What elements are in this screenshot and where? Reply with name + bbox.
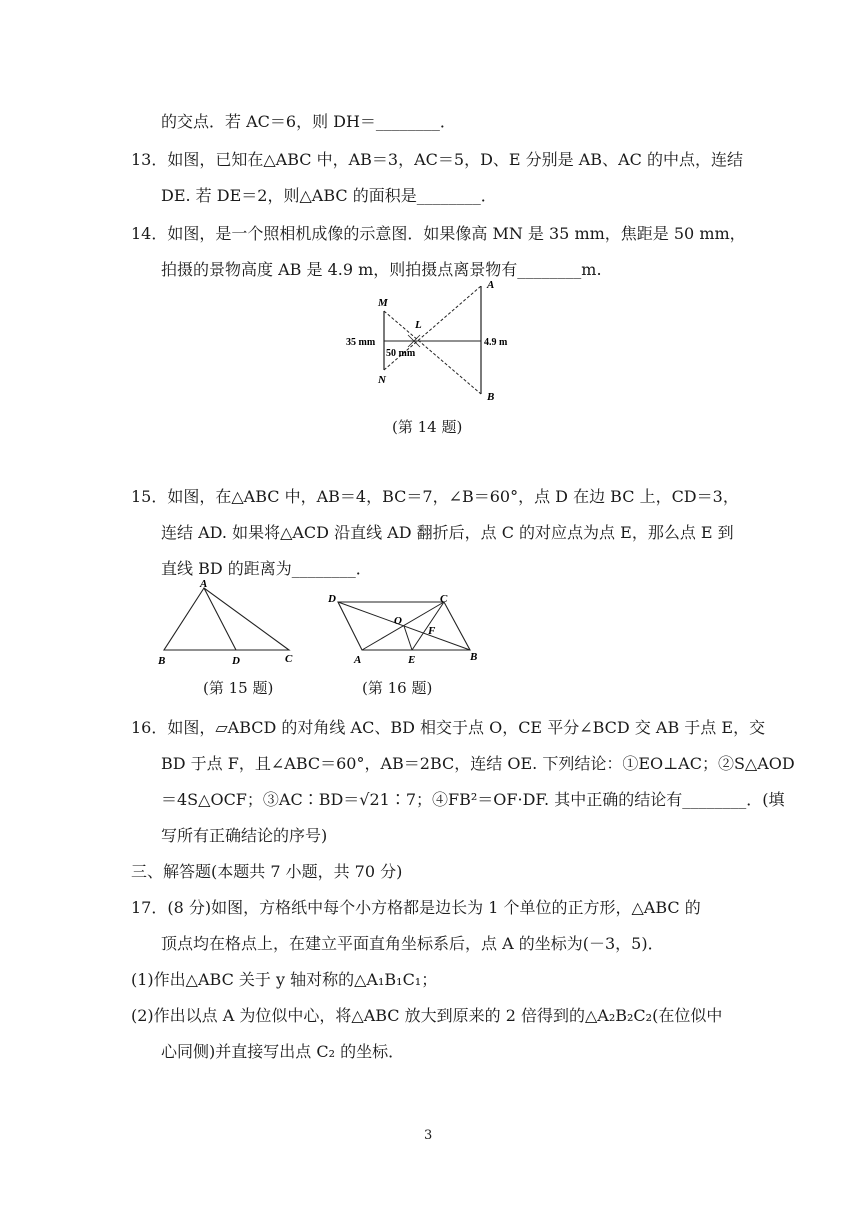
camera-diagram xyxy=(342,280,542,410)
text-line-l5: 拍摄的景物高度 AB 是 4.9 m，则拍摄点离景物有________m. xyxy=(161,260,602,279)
text-line-l1: 的交点．若 AC＝6，则 DH＝________． xyxy=(161,112,456,131)
label-a: A xyxy=(354,654,362,666)
label-focal: 50 mm xyxy=(386,348,416,359)
caption-14: (第 14 题) xyxy=(392,418,463,436)
text-line-l12: 写所有正确结论的序号) xyxy=(161,826,328,845)
label-ab-height: 4.9 m xyxy=(484,337,508,348)
label-n: N xyxy=(378,374,386,386)
text-line-l6: 15．如图，在△ABC 中，AB＝4，BC＝7，∠B＝60°，点 D 在边 BC 上，CD＝3， xyxy=(131,487,739,506)
label-f: F xyxy=(428,625,436,637)
triangle-diagram xyxy=(154,580,304,670)
text-line-l2: 13．如图，已知在△ABC 中，AB＝3，AC＝5，D、E 分别是 AB、AC 的中点，连结 xyxy=(131,150,743,169)
text-line-l9: 16．如图，▱ABCD 的对角线 AC、BD 相交于点 O，CE 平分∠BCD 交 AB 于点 E，交 xyxy=(131,718,766,737)
segment-oe xyxy=(404,626,412,650)
text-line-l15: 顶点均在格点上，在建立平面直角坐标系后，点 A 的坐标为(－3，5)． xyxy=(161,934,664,953)
label-d: D xyxy=(232,655,240,667)
parallelogram-diagram xyxy=(322,590,492,670)
label-o: O xyxy=(394,615,402,627)
text-line-l11: ＝4S△OCF；③AC∶BD＝√21∶7；④FB²＝OF·DF. 其中正确的结论有________．(填 xyxy=(161,790,785,809)
caption-16: (第 16 题) xyxy=(362,679,433,697)
label-m: M xyxy=(378,297,388,309)
text-line-l13: 三、解答题(本题共 7 小题，共 70 分) xyxy=(131,862,403,881)
text-line-l7: 连结 AD. 如果将△ACD 沿直线 AD 翻折后，点 C 的对应点为点 E，那么点 E 到 xyxy=(161,523,734,542)
label-a: A xyxy=(200,580,208,590)
label-b: B xyxy=(158,655,166,667)
label-d: D xyxy=(328,593,336,605)
triangle-abc xyxy=(164,588,289,650)
label-l: L xyxy=(415,319,422,331)
segment-ad xyxy=(204,588,236,650)
label-c: C xyxy=(440,593,448,605)
label-mn-height: 35 mm xyxy=(346,337,376,348)
label-b: B xyxy=(470,651,478,663)
text-line-l8: 直线 BD 的距离为________． xyxy=(161,559,372,578)
label-a: A xyxy=(487,280,495,291)
text-line-l17: (2)作出以点 A 为位似中心，将△ABC 放大到原来的 2 倍得到的△A₂B₂C₂(在位似中 xyxy=(131,1006,723,1025)
text-line-l3: DE. 若 DE＝2，则△ABC 的面积是________． xyxy=(161,186,497,205)
page-number: 3 xyxy=(424,1128,433,1143)
label-e: E xyxy=(408,654,416,666)
caption-15: (第 15 题) xyxy=(203,679,274,697)
text-line-l14: 17．(8 分)如图，方格纸中每个小方格都是边长为 1 个单位的正方形，△ABC 的 xyxy=(131,898,701,917)
label-b: B xyxy=(487,391,495,403)
text-line-l10: BD 于点 F，且∠ABC＝60°，AB＝2BC，连结 OE. 下列结论：①EO⊥AC；②S△AOD xyxy=(161,754,795,773)
text-line-l16: (1)作出△ABC 关于 y 轴对称的△A₁B₁C₁； xyxy=(131,970,438,989)
text-line-l18: 心同侧)并直接写出点 C₂ 的坐标． xyxy=(161,1042,405,1061)
label-c: C xyxy=(285,653,293,665)
text-line-l4: 14．如图，是一个照相机成像的示意图．如果像高 MN 是 35 mm，焦距是 50 mm， xyxy=(131,224,746,243)
